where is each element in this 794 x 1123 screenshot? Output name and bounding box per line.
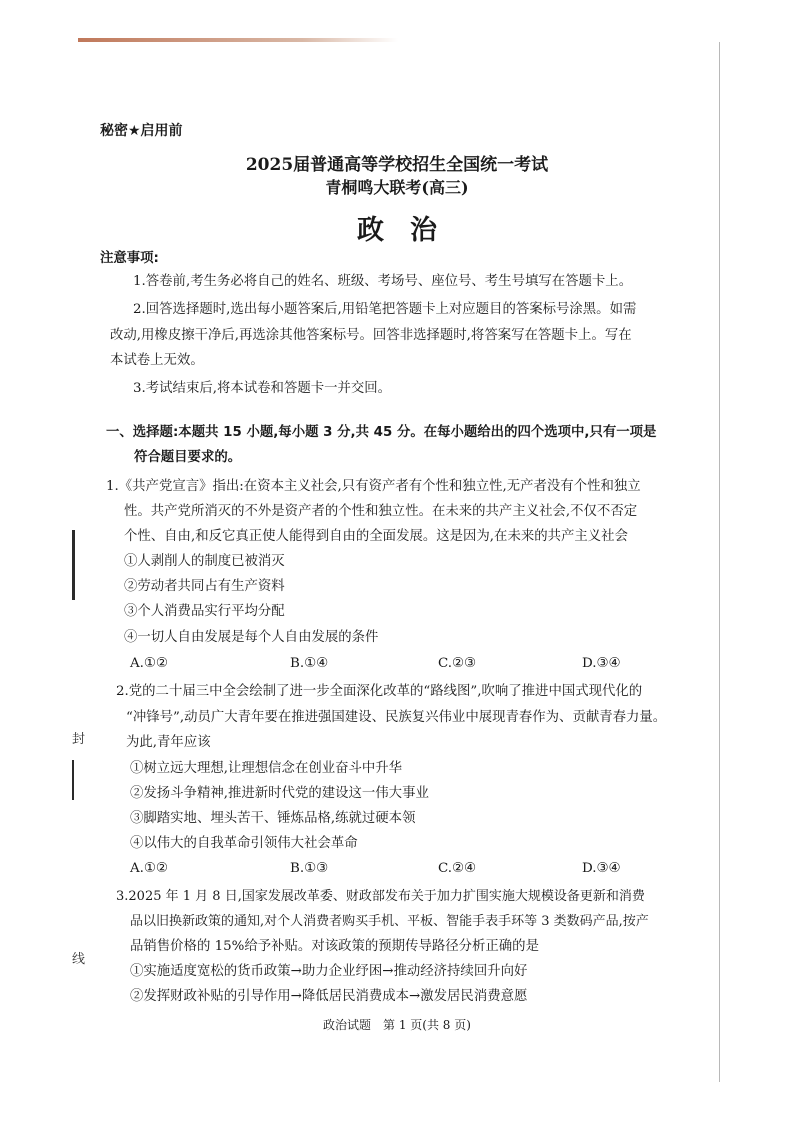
answer-option: C.②④ <box>438 861 477 876</box>
answer-option: B.①④ <box>290 656 329 671</box>
exam-title: 2025届普通高等学校招生全国统一考试 <box>245 155 549 175</box>
question-statement: ②劳动者共同占有生产资料 <box>124 579 285 594</box>
question-statement: ①实施适度宽松的货币政策→助力企业纾困→推动经济持续回升向好 <box>130 964 528 979</box>
notice-heading: 注意事项: <box>100 251 159 266</box>
question-statement: ①树立远大理想,让理想信念在创业奋斗中升华 <box>130 761 403 776</box>
decorative-top-line <box>78 38 398 42</box>
binding-edge-mark <box>72 760 74 800</box>
page-right-border <box>719 42 720 1082</box>
question-stem: 3.2025 年 1 月 8 日,国家发展改革委、财政部发布关于加力扩围实施大规模设备更新和消费 <box>116 889 645 904</box>
page-footer: 政治试题 第 1 页(共 8 页) <box>323 1018 471 1032</box>
answer-option: D.③④ <box>582 656 621 671</box>
question-stem: 品以旧换新政策的通知,对个人消费者购买手机、平板、智能手表手环等 3 类数码产品,按产 <box>130 914 649 929</box>
answer-option: A.①② <box>130 656 168 671</box>
question-statement: ②发扬斗争精神,推进新时代党的建设这一伟大事业 <box>130 786 429 801</box>
question-statement: ①人剥削人的制度已被消灭 <box>124 554 285 569</box>
binding-edge-mark <box>72 530 75 600</box>
question-stem: 2.党的二十届三中全会绘制了进一步全面深化改革的“路线图”,吹响了推进中国式现代化的 <box>116 684 643 699</box>
question-stem: “冲锋号”,动员广大青年要在推进强国建设、民族复兴伟业中展现青春作为、贡献青春力量。 <box>126 710 667 725</box>
question-statement: ④以伟大的自我革命引领伟大社会革命 <box>130 836 358 851</box>
question-statement: ④一切人自由发展是每个人自由发展的条件 <box>124 630 379 645</box>
question-stem: 为此,青年应该 <box>126 735 211 750</box>
question-statement: ③脚踏实地、埋头苦干、锤炼品格,练就过硬本领 <box>130 811 416 826</box>
subject-title: 政治 <box>357 215 463 246</box>
notice-item: 本试卷上无效。 <box>110 353 204 368</box>
answer-option: D.③④ <box>582 861 621 876</box>
section-heading: 一、选择题:本题共 15 小题,每小题 3 分,共 45 分。在每小题给出的四个选项中,只有一项是 <box>106 425 657 440</box>
notice-item: 2.回答选择题时,选出每小题答案后,用铅笔把答题卡上对应题目的答案标号涂黑。如需 <box>133 302 637 317</box>
exam-subtitle: 青桐鸣大联考(高三) <box>325 178 469 197</box>
question-statement: ②发挥财政补贴的引导作用→降低居民消费成本→激发居民消费意愿 <box>130 989 528 1004</box>
answer-option: A.①② <box>130 861 168 876</box>
question-stem: 品销售价格的 15%给予补贴。对该政策的预期传导路径分析正确的是 <box>130 939 539 954</box>
binding-edge-char: 线 <box>72 952 86 967</box>
answer-option: B.①③ <box>290 861 329 876</box>
binding-edge-char: 封 <box>72 732 86 747</box>
notice-item: 3.考试结束后,将本试卷和答题卡一并交回。 <box>133 381 392 396</box>
question-stem: 个性、自由,和反它真正使人能得到自由的全面发展。这是因为,在未来的共产主义社会 <box>124 529 628 544</box>
answer-option: C.②③ <box>438 656 477 671</box>
question-stem: 1.《共产党宣言》指出:在资本主义社会,只有资产者有个性和独立性,无产者没有个性和独立 <box>106 479 641 494</box>
notice-item: 改动,用橡皮擦干净后,再选涂其他答案标号。回答非选择题时,将答案写在答题卡上。写在 <box>110 328 632 343</box>
section-heading-cont: 符合题目要求的。 <box>134 450 242 465</box>
confidential-label: 秘密★启用前 <box>100 123 183 139</box>
notice-item: 1.答卷前,考生务必将自己的姓名、班级、考场号、座位号、考生号填写在答题卡上。 <box>133 274 633 289</box>
question-stem: 性。共产党所消灭的不外是资产者的个性和独立性。在未来的共产主义社会,不仅不否定 <box>124 504 638 519</box>
question-statement: ③个人消费品实行平均分配 <box>124 604 285 619</box>
